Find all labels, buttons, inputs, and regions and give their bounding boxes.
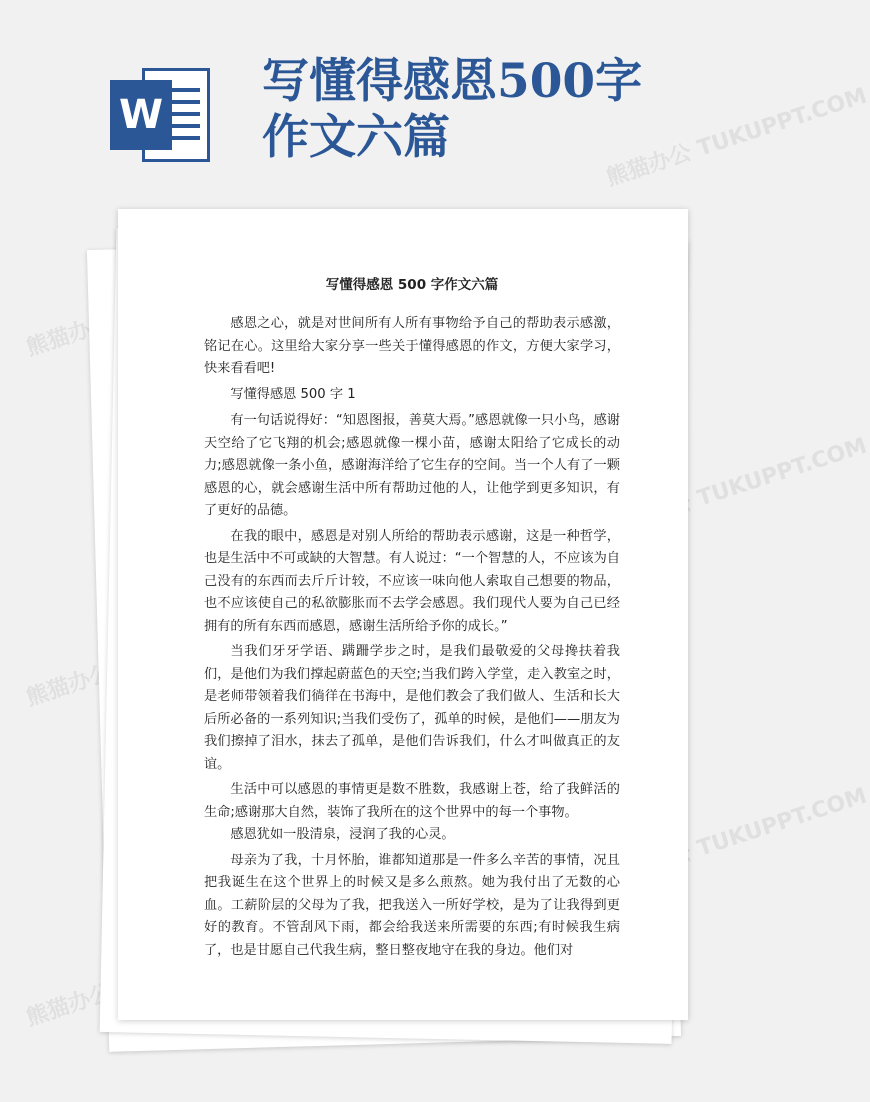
essay-subheading: 写懂得感恩 500 字 1 <box>230 386 356 402</box>
watermark: 熊猫办公 <box>23 980 115 1032</box>
body-paragraph: 在我的眼中，感恩是对别人所给的帮助表示感谢，这是一种哲学，也是生活中不可或缺的大智慧。有人说过：“一个智慧的人，不应该为自己没有的东西而去斤斤计较，不应该一味向他人索取自己想要的物品，也不应该使自己的私欲膨胀而不去学会感恩。我们现代人要为自己已经拥有的所有东西而感恩，感谢生活所给予你的成长。” <box>204 528 620 634</box>
word-icon-line <box>168 88 200 92</box>
watermark: 熊猫办公 TUKUPPT.COM <box>603 433 870 542</box>
body-paragraph: 母亲为了我，十月怀胎，谁都知道那是一件多么辛苦的事情，况且把我诞生在这个世界上的时候又是多么煎熬。她为我付出了无数的心血。工薪阶层的父母为了我，把我送入一所好学校，是为了让我得到更好的教育。不管刮风下雨，都会给我送来所需要的东西;有时候我生病了，也是甘愿自己代我生病，整日整夜地守在我的身边。他们对 <box>204 852 620 958</box>
body-paragraph: 有一句话说得好：“知恩图报，善莫大焉。”感恩就像一只小鸟，感谢天空给了它飞翔的机会;感恩就像一棵小苗，感谢太阳给了它成长的动力;感恩就像一条小鱼，感谢海洋给了它生存的空间。当一个人有了一颗感恩的心，就会感谢生活中所有帮助过他的人，让他学到更多知识，有了更好的品德。 <box>204 413 620 518</box>
watermark: 熊猫办公 TUKUPPT.COM <box>603 783 870 892</box>
word-icon-line <box>168 124 200 128</box>
header <box>0 0 780 200</box>
body-paragraph: 当我们牙牙学语、蹒跚学步之时，是我们最敬爱的父母搀扶着我们，是他们为我们撑起蔚蓝色的天空;当我们跨入学堂，走入教室之时，是老师带领着我们徜徉在书海中，是他们教会了我们做人、生活和长大后所必备的一系列知识;当我们受伤了，孤单的时候，是他们——朋友为我们擦掉了泪水，抹去了孤单，是他们告诉我们，什么才叫做真正的友谊。 <box>204 644 620 772</box>
word-icon-line <box>168 112 200 116</box>
page-title: 写懂得感恩500字作文六篇 <box>262 54 643 165</box>
watermark: 熊猫办公 TUKUPPT.COM <box>603 83 870 192</box>
intro-paragraph: 感恩之心，就是对世间所有人所有事物给予自己的帮助表示感激，铭记在心。这里给大家分享一些关于懂得感恩的作文，方便大家学习，快来看看吧! <box>204 316 620 376</box>
document-page <box>118 209 688 1020</box>
word-icon-line <box>168 100 200 104</box>
word-document-icon <box>110 68 210 162</box>
body-paragraph: 感恩犹如一股清泉，浸润了我的心灵。 <box>230 827 455 842</box>
word-icon-line <box>168 136 200 140</box>
word-icon-letter: W <box>110 80 172 150</box>
watermark: 熊猫办公 <box>23 660 115 712</box>
document-title: 写懂得感恩 500 字作文六篇 <box>325 277 499 293</box>
body-paragraph: 生活中可以感恩的事情更是数不胜数，我感谢上苍，给了我鲜活的生命;感谢那大自然，装饰了我所在的这个世界中的每一个事物。 <box>204 782 620 820</box>
watermark: 熊猫办公 <box>23 310 115 362</box>
